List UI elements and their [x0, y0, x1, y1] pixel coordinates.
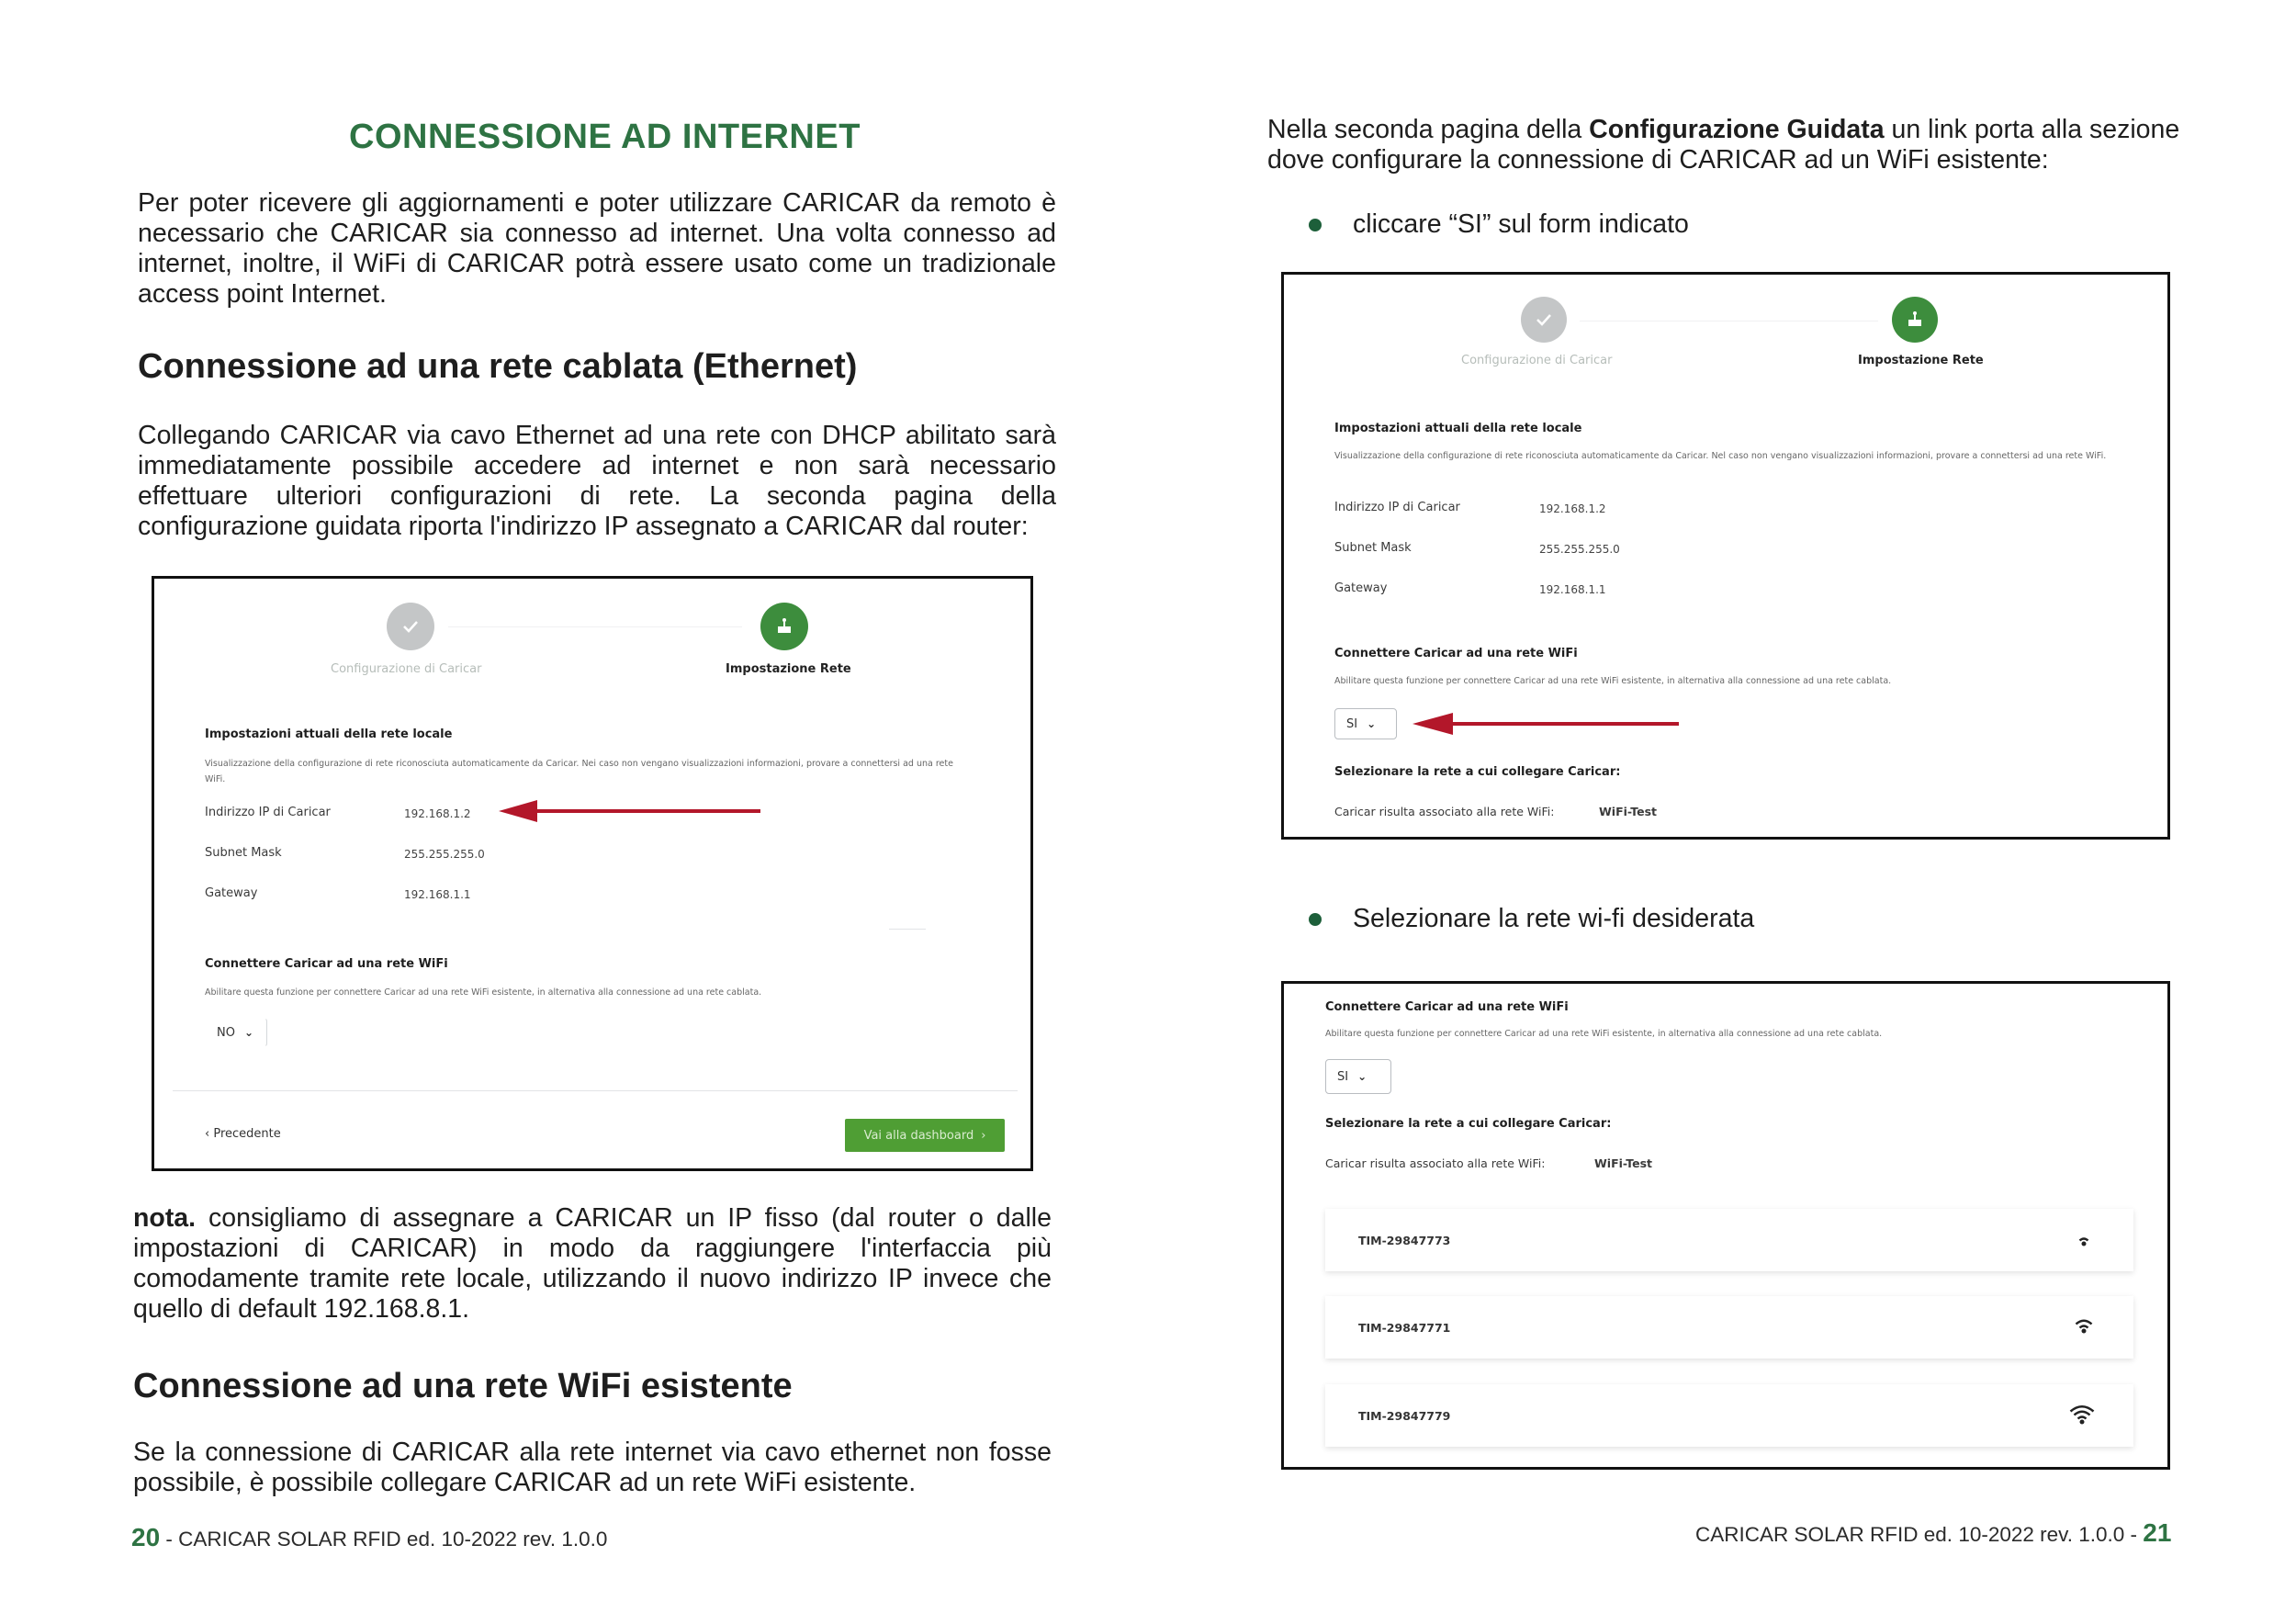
ip-value: 192.168.1.2 — [404, 807, 471, 820]
page-number-left: 20 — [131, 1523, 161, 1551]
right-page — [1148, 0, 2296, 1624]
associated-network-value: WiFi-Test — [1594, 1156, 1653, 1170]
intro-paragraph: Per poter ricevere gli aggiornamenti e poter utilizzare CARICAR da remoto è necessario che CARICAR sia connesso ad internet. Una volta connesso ad internet, inoltre, il WiFi di CARICAR potrà essere usato come un tradizionale access point Internet. — [138, 188, 1056, 309]
wifi-network-row[interactable] — [1325, 1209, 2133, 1271]
associated-network-label: Caricar risulta associato alla rete WiFi: — [1325, 1156, 1546, 1170]
step-done-icon — [1521, 297, 1567, 343]
ip-label: Indirizzo IP di Caricar — [1334, 501, 1460, 514]
section-heading: CONNESSIONE AD INTERNET — [349, 118, 861, 156]
left-footer — [131, 1523, 607, 1552]
chevron-down-icon: ⌄ — [243, 1026, 254, 1039]
chevron-down-icon: ⌄ — [1357, 1070, 1367, 1083]
ip-label: Indirizzo IP di Caricar — [205, 806, 331, 819]
screenshot-wifi-list — [1281, 981, 2170, 1470]
right-intro-post: un link porta alla sezione dove configurare la connessione di CARICAR ad un WiFi esistente: — [1267, 115, 2180, 175]
ethernet-heading: Connessione ad una rete cablata (Ethernet) — [138, 347, 858, 386]
note-label: nota. — [133, 1203, 197, 1233]
wifi-network-row[interactable] — [1325, 1384, 2133, 1447]
local-network-title: Impostazioni attuali della rete locale — [1334, 422, 1582, 435]
pointer-arrow-select — [1412, 710, 1679, 738]
step-config-label[interactable]: Configurazione di Caricar — [331, 662, 482, 676]
wifi-signal-strong-icon — [2067, 1401, 2097, 1428]
wifi-enable-select-value: SI — [1346, 716, 1358, 731]
wifi-connect-title: Connettere Caricar ad una rete WiFi — [1334, 647, 1578, 660]
right-intro-pre: Nella seconda pagina della — [1267, 115, 1590, 144]
wifi-heading: Connessione ad una rete WiFi esistente — [133, 1367, 793, 1405]
wifi-ssid: TIM-29847779 — [1358, 1408, 1451, 1423]
gateway-value: 192.168.1.1 — [404, 888, 471, 901]
bullet-item-1 — [1309, 209, 1689, 240]
wifi-enable-select[interactable] — [205, 1018, 267, 1047]
local-network-desc: Visualizzazione della configurazione di rete riconosciuta automaticamente da Caricar. Nel caso non vengano visualizzazioni informazioni, provare a connettersi ad una rete WiFi. — [1334, 451, 2107, 461]
bullet-icon — [1309, 913, 1322, 926]
footer-divider — [173, 1090, 1018, 1091]
left-footer-text: - CARICAR SOLAR RFID ed. 10-2022 rev. 1.0.0 — [160, 1528, 608, 1551]
subnet-label: Subnet Mask — [205, 846, 282, 860]
associated-network-label: Caricar risulta associato alla rete WiFi: — [1334, 805, 1555, 818]
wifi-enable-select[interactable] — [1334, 708, 1397, 739]
section-divider — [889, 929, 926, 930]
chevron-right-icon: › — [981, 1128, 986, 1143]
wifi-signal-weak-icon — [2071, 1225, 2097, 1251]
ip-value: 192.168.1.2 — [1539, 502, 1606, 515]
wifi-connect-title: Connettere Caricar ad una rete WiFi — [205, 957, 448, 971]
wifi-enable-select-value: NO — [217, 1025, 235, 1040]
step-done-icon — [387, 603, 434, 650]
subnet-value: 255.255.255.0 — [1539, 543, 1620, 556]
right-intro-bold: Configurazione Guidata — [1589, 115, 1885, 144]
page-number-right: 21 — [2143, 1518, 2172, 1547]
wifi-connect-desc: Abilitare questa funzione per connettere Caricar ad una rete WiFi esistente, in alternativa alla connessione ad una rete cablata. — [1334, 676, 1892, 686]
ethernet-paragraph: Collegando CARICAR via cavo Ethernet ad una rete con DHCP abilitato sarà immediatamente possibile accedere ad internet e non sarà necessario effettuare ulteriori configurazioni di rete. La seconda pagina della configurazione guidata riporta l'indirizzo IP assegnato a CARICAR dal router: — [138, 421, 1056, 541]
associated-network-value: WiFi-Test — [1599, 805, 1658, 818]
bullet-text-1: cliccare “SI” sul form indicato — [1353, 209, 1689, 239]
wifi-enable-select[interactable] — [1325, 1059, 1391, 1094]
gateway-label: Gateway — [1334, 581, 1388, 595]
chevron-left-icon: ‹ — [205, 1127, 214, 1141]
wifi-paragraph: Se la connessione di CARICAR alla rete internet via cavo ethernet non fosse possibile, è possibile collegare CARICAR ad un rete WiFi esistente. — [133, 1438, 1052, 1497]
step-network-label[interactable]: Impostazione Rete — [1858, 354, 1984, 367]
note-text: consigliamo di assegnare a CARICAR un IP fisso (dal router o dalle impostazioni di CARICAR) in modo da raggiungere l'interfaccia più comodamente tramite rete locale, utilizzando il nuovo indirizzo IP invece che quello di default 192.168.8.1. — [133, 1203, 1052, 1324]
network-step-icon — [760, 603, 808, 650]
step-config-label[interactable]: Configurazione di Caricar — [1461, 354, 1613, 367]
network-step-icon — [1892, 297, 1938, 343]
local-network-title: Impostazioni attuali della rete locale — [205, 727, 453, 741]
pointer-arrow-ip — [499, 797, 760, 825]
previous-button[interactable] — [205, 1127, 281, 1141]
subnet-value: 255.255.255.0 — [404, 848, 485, 861]
subnet-label: Subnet Mask — [1334, 541, 1412, 555]
wifi-connect-desc: Abilitare questa funzione per connettere Caricar ad una rete WiFi esistente, in alternativa alla connessione ad una rete cablata. — [1325, 1029, 1883, 1039]
step-network-label[interactable]: Impostazione Rete — [726, 662, 851, 676]
right-intro-paragraph — [1267, 115, 2186, 175]
previous-button-label: Precedente — [213, 1127, 281, 1141]
dashboard-button-label: Vai alla dashboard — [863, 1128, 974, 1143]
bullet-text-2: Selezionare la rete wi-fi desiderata — [1353, 904, 1755, 933]
screenshot-network-ethernet — [152, 576, 1033, 1171]
right-footer-text: CARICAR SOLAR RFID ed. 10-2022 rev. 1.0.0 - — [1695, 1523, 2144, 1546]
note-paragraph — [133, 1203, 1052, 1325]
choose-network-title: Selezionare la rete a cui collegare Caricar: — [1325, 1117, 1612, 1131]
wifi-enable-select-value: SI — [1337, 1069, 1349, 1084]
bullet-icon — [1309, 219, 1322, 231]
wifi-connect-desc: Abilitare questa funzione per connettere Caricar ad una rete WiFi esistente, in alternativa alla connessione ad una rete cablata. — [205, 987, 762, 998]
wifi-connect-title: Connettere Caricar ad una rete WiFi — [1325, 1000, 1569, 1014]
screenshot-wifi-enable — [1281, 272, 2170, 840]
choose-network-title: Selezionare la rete a cui collegare Caricar: — [1334, 765, 1621, 779]
chevron-down-icon: ⌄ — [1367, 717, 1377, 730]
wifi-signal-medium-icon — [2071, 1313, 2097, 1338]
gateway-value: 192.168.1.1 — [1539, 583, 1606, 596]
gateway-label: Gateway — [205, 886, 258, 900]
wifi-ssid: TIM-29847771 — [1358, 1320, 1451, 1335]
right-footer — [1695, 1518, 2171, 1548]
wifi-network-row[interactable] — [1325, 1296, 2133, 1359]
wifi-ssid: TIM-29847773 — [1358, 1233, 1451, 1247]
steps-connector — [448, 626, 742, 627]
local-network-desc: Visualizzazione della configurazione di rete riconosciuta automaticamente da Caricar. Nei caso non vengano visualizzazioni informazioni, provare a connettersi ad una rete WiFi. — [205, 759, 953, 784]
dashboard-button[interactable] — [845, 1119, 1005, 1152]
bullet-item-2 — [1309, 904, 1754, 934]
